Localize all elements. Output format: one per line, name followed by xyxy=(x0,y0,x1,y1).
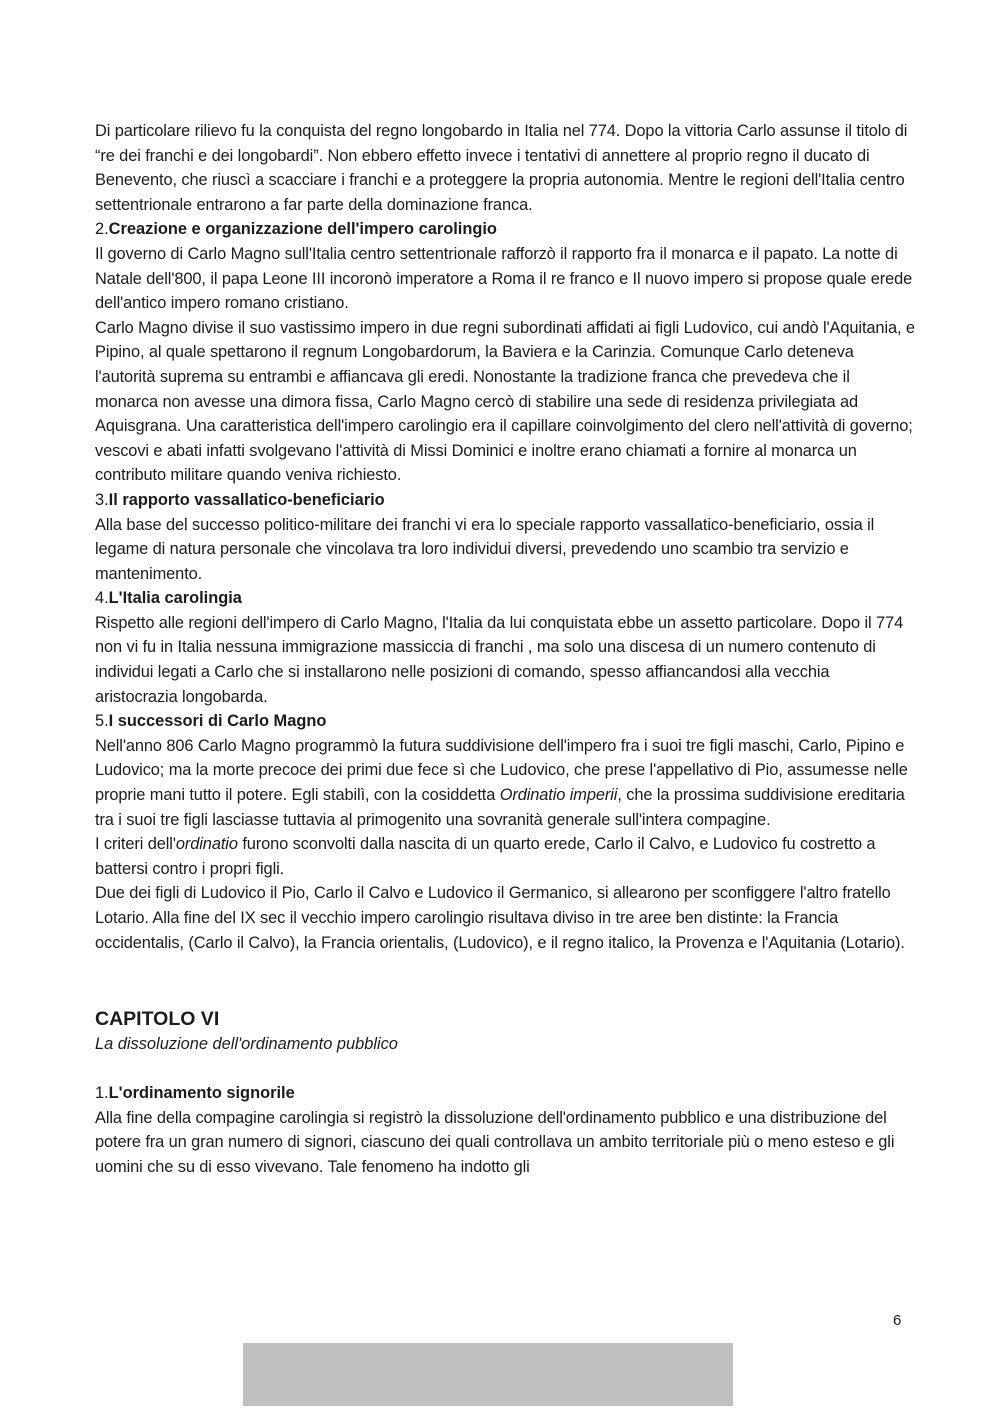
section-heading-3 xyxy=(95,488,915,513)
paragraph: Il governo di Carlo Magno sull'Italia centro settentrionale rafforzò il rapporto fra il monarca e il papato. La notte di Natale dell'800, il papa Leone III incoronò imperatore a Roma il re franco e Il nuovo impero si propose quale erede dell'antico impero romano cristiano. xyxy=(95,244,913,313)
section-number: 5. xyxy=(95,712,109,731)
paragraph: Alla base del successo politico-militare dei franchi vi era lo speciale rapporto vassallatico-beneficiario, ossia il legame di natura personale che vincolava tra loro individui diversi, prevedendo uno scambio tra servizio e mantenimento. xyxy=(95,515,875,583)
intro-paragraph: Di particolare rilievo fu la conquista del regno longobardo in Italia nel 774. Dopo la vittoria Carlo assunse il titolo di “re dei franchi e dei longobardi”. Non ebbero effetto invece i tentativi di annettere al proprio regno il ducato di Benevento, che riuscì a scacciare i franchi e a proteggere la propria autonomia. Mentre le regioni dell'Italia centro settentrionale entrarono a far parte della dominazione franca. xyxy=(95,122,908,214)
section-title: L'Italia carolingia xyxy=(108,589,242,608)
section-heading-5 xyxy=(95,709,915,734)
paragraph: Carlo Magno divise il suo vastissimo impero in due regni subordinati affidati ai figli Ludovico, cui andò l'Aquitania, e Pipino, al quale spettarono il regnum Longobardorum, la Baviera e la Carinzia. Comunque Carlo deteneva l'autorità suprema su entrambi e affiancava gli eredi. Nonostante la tradizione franca che prevedeva che il monarca non avesse una dimora fissa, Carlo Magno cercò di stabilire una sede di residenza privilegiata ad Aquisgrana. Una caratteristica dell'impero carolingio era il capillare coinvolgimento del clero nell'attività di governo; vescovi e abati infatti svolgevano l'attività di Missi Dominici e inoltre erano chiamati a fornire al monarca un contributo militare quando veniva richiesto. xyxy=(95,318,915,485)
chapter-title: CAPITOLO VI xyxy=(95,1008,220,1031)
section-heading-2 xyxy=(95,217,915,242)
italic-term: ordinatio xyxy=(175,835,238,854)
document-body xyxy=(95,119,915,1180)
section-title: Creazione e organizzazione dell'impero carolingio xyxy=(108,220,497,239)
paragraph: Due dei figli di Ludovico il Pio, Carlo il Calvo e Ludovico il Germanico, si allearono per sconfiggere l'altro fratello Lotario. Alla fine del IX sec il vecchio impero carolingio risultava diviso in tre aree ben distinte: la Francia occidentalis, (Carlo il Calvo), la Francia orientalis, (Ludovico), e il regno italico, la Provenza e l'Aquitania (Lotario). xyxy=(95,884,905,952)
footer-gray-bar xyxy=(243,1343,733,1406)
text-run: Nell'anno 806 Carlo Magno programmò la futura suddivisione dell'impero fra i suoi tre figli maschi, Carlo, Pipino e Ludovico; ma la morte precoce dei primi due fece sì che Ludovico, che prese l'appellativo di Pio, assumesse nelle proprie mani tutto il potere. Egli stabilì, con la cosiddetta xyxy=(95,736,908,805)
section-number: 2. xyxy=(95,220,109,239)
section-heading-4 xyxy=(95,586,915,611)
paragraph: Alla fine della compagine carolingia si registrò la dissoluzione dell'ordinamento pubblico e una distribuzione del potere fra un gran numero di signori, ciascuno dei quali controllava un ambito territoriale più o meno esteso e gli uomini che su di esso vivevano. Tale fenomeno ha indotto gli xyxy=(95,1108,895,1176)
italic-term: Ordinatio imperii xyxy=(499,786,618,805)
text-run: , che la prossima suddivisione ereditaria tra i suoi tre figli lasciasse tuttavia al primogenito una sovranità generale sull'intera compagine. xyxy=(95,786,905,829)
section-title: I successori di Carlo Magno xyxy=(108,712,327,731)
page-number: 6 xyxy=(893,1312,902,1329)
section-number: 1. xyxy=(95,1084,109,1103)
section-heading-1 xyxy=(95,1081,915,1106)
paragraph: Rispetto alle regioni dell'impero di Carlo Magno, l'Italia da lui conquistata ebbe un assetto particolare. Dopo il 774 non vi fu in Italia nessuna immigrazione massiccia di franchi , ma solo una discesa di un numero contenuto di individui legati a Carlo che si installarono nelle posizioni di comando, spesso affiancandosi alla vecchia aristocrazia longobarda. xyxy=(95,613,904,706)
section-title: L'ordinamento signorile xyxy=(108,1084,295,1103)
text-run: furono sconvolti dalla nascita di un quarto erede, Carlo il Calvo, e Ludovico fu costretto a battersi contro i propri figli. xyxy=(95,835,876,878)
paragraph xyxy=(95,734,915,832)
chapter-subtitle: La dissoluzione dell'ordinamento pubblico xyxy=(95,1035,398,1054)
section-number: 4. xyxy=(95,589,109,608)
section-title: Il rapporto vassallatico-beneficiario xyxy=(108,490,385,509)
section-number: 3. xyxy=(95,490,109,509)
paragraph xyxy=(95,832,915,881)
text-run: I criteri dell' xyxy=(95,835,176,854)
